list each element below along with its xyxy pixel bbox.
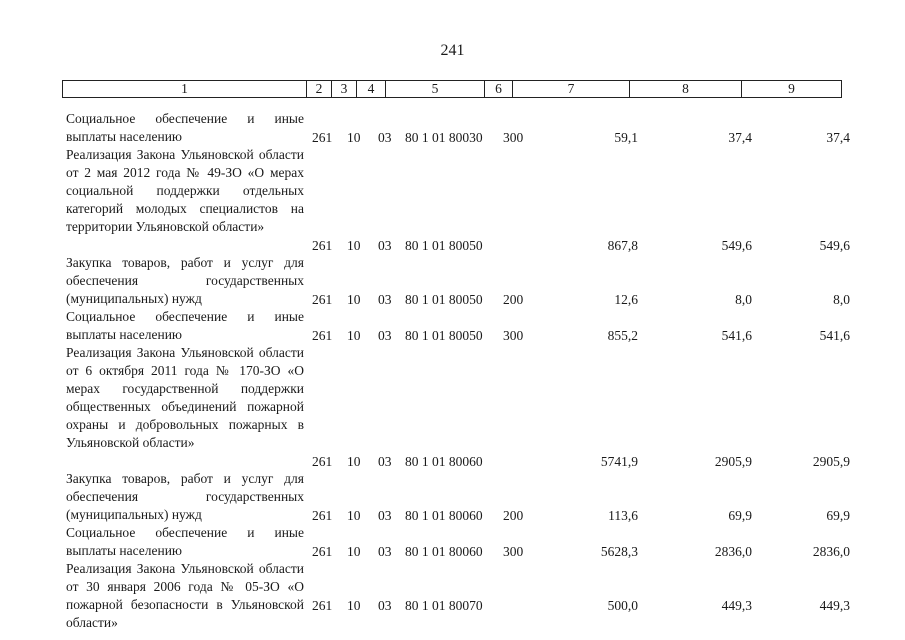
target-article-code: 80 1 01 80070 bbox=[405, 598, 483, 613]
section-code: 10 bbox=[347, 130, 361, 145]
table-row bbox=[0, 308, 905, 344]
section-code: 10 bbox=[347, 508, 361, 523]
target-article-code: 80 1 01 80060 bbox=[405, 454, 483, 469]
amount-col-9: 8,0 bbox=[833, 292, 850, 307]
column-header-4: 4 bbox=[357, 81, 386, 98]
table-row bbox=[0, 110, 905, 146]
amount-col-8: 2905,9 bbox=[714, 454, 752, 469]
row-description: Социальное обеспечение и иные выплаты населению bbox=[66, 525, 304, 558]
amount-col-8: 8,0 bbox=[735, 292, 752, 307]
column-header-8: 8 bbox=[630, 81, 742, 98]
table-row bbox=[0, 524, 905, 560]
amount-col-9: 2905,9 bbox=[812, 454, 850, 469]
expense-type-code: 300 bbox=[503, 328, 524, 343]
target-article-code: 80 1 01 80060 bbox=[405, 544, 483, 559]
table-row bbox=[0, 254, 905, 308]
amount-col-8: 2836,0 bbox=[714, 544, 752, 559]
subsection-code: 03 bbox=[378, 508, 392, 523]
expense-type-code: 200 bbox=[503, 508, 524, 523]
row-description: Реализация Закона Ульяновской области от 30 января 2006 года № 05-ЗО «О пожарной безопасности в Ульяновской области» bbox=[66, 561, 304, 630]
amount-col-9: 37,4 bbox=[826, 130, 850, 145]
column-header-1: 1 bbox=[63, 81, 307, 98]
amount-col-9: 549,6 bbox=[819, 238, 850, 253]
amount-col-7: 500,0 bbox=[607, 598, 638, 613]
row-description: Закупка товаров, работ и услуг для обеспечения государственных (муниципальных) нужд bbox=[66, 471, 304, 522]
subsection-code: 03 bbox=[378, 292, 392, 307]
row-description: Закупка товаров, работ и услуг для обеспечения государственных (муниципальных) нужд bbox=[66, 255, 304, 306]
subsection-code: 03 bbox=[378, 328, 392, 343]
page-number: 241 bbox=[440, 42, 465, 59]
amount-col-7: 855,2 bbox=[607, 328, 638, 343]
column-header-row bbox=[63, 81, 842, 98]
target-article-code: 80 1 01 80050 bbox=[405, 328, 483, 343]
amount-col-9: 69,9 bbox=[826, 508, 850, 523]
row-description: Социальное обеспечение и иные выплаты населению bbox=[66, 111, 304, 144]
expense-type-code: 300 bbox=[503, 130, 524, 145]
amount-col-7: 12,6 bbox=[614, 292, 638, 307]
table-row bbox=[0, 560, 905, 630]
target-article-code: 80 1 01 80050 bbox=[405, 238, 483, 253]
subsection-code: 03 bbox=[378, 544, 392, 559]
amount-col-7: 867,8 bbox=[607, 238, 638, 253]
column-header-5: 5 bbox=[386, 81, 485, 98]
subsection-code: 03 bbox=[378, 238, 392, 253]
amount-col-7: 5741,9 bbox=[600, 454, 638, 469]
amount-col-7: 59,1 bbox=[614, 130, 638, 145]
section-code: 10 bbox=[347, 328, 361, 343]
section-code: 10 bbox=[347, 454, 361, 469]
ministry-code: 261 bbox=[312, 238, 333, 253]
amount-col-7: 5628,3 bbox=[600, 544, 638, 559]
amount-col-8: 449,3 bbox=[721, 598, 752, 613]
amount-col-9: 449,3 bbox=[819, 598, 850, 613]
row-description: Реализация Закона Ульяновской области от 2 мая 2012 года № 49-ЗО «О мерах социальной поддержки отдельных категорий молодых специалистов на территории Ульяновской области» bbox=[66, 147, 304, 234]
section-code: 10 bbox=[347, 292, 361, 307]
amount-col-9: 541,6 bbox=[819, 328, 850, 343]
amount-col-7: 113,6 bbox=[608, 508, 638, 523]
amount-col-8: 69,9 bbox=[728, 508, 752, 523]
row-description: Реализация Закона Ульяновской области от 6 октября 2011 года № 170-ЗО «О мерах государственной поддержки общественных объединений пожарной охраны и добровольных пожарных в Ульяновской области» bbox=[66, 345, 304, 450]
ministry-code: 261 bbox=[312, 544, 333, 559]
column-header-9: 9 bbox=[742, 81, 842, 98]
section-code: 10 bbox=[347, 238, 361, 253]
column-header-table bbox=[62, 80, 842, 98]
subsection-code: 03 bbox=[378, 130, 392, 145]
expense-type-code: 200 bbox=[503, 292, 524, 307]
ministry-code: 261 bbox=[312, 454, 333, 469]
section-code: 10 bbox=[347, 598, 361, 613]
target-article-code: 80 1 01 80030 bbox=[405, 130, 483, 145]
table-row bbox=[0, 146, 905, 254]
section-code: 10 bbox=[347, 544, 361, 559]
expense-type-code: 300 bbox=[503, 544, 524, 559]
subsection-code: 03 bbox=[378, 454, 392, 469]
ministry-code: 261 bbox=[312, 508, 333, 523]
amount-col-9: 2836,0 bbox=[812, 544, 850, 559]
column-header-7: 7 bbox=[513, 81, 630, 98]
column-header-6: 6 bbox=[485, 81, 513, 98]
ministry-code: 261 bbox=[312, 328, 333, 343]
subsection-code: 03 bbox=[378, 598, 392, 613]
row-description: Социальное обеспечение и иные выплаты населению bbox=[66, 309, 304, 342]
ministry-code: 261 bbox=[312, 130, 333, 145]
ministry-code: 261 bbox=[312, 292, 333, 307]
amount-col-8: 549,6 bbox=[721, 238, 752, 253]
target-article-code: 80 1 01 80060 bbox=[405, 508, 483, 523]
table-row bbox=[0, 470, 905, 524]
column-header-2: 2 bbox=[307, 81, 332, 98]
amount-col-8: 37,4 bbox=[728, 130, 752, 145]
ministry-code: 261 bbox=[312, 598, 333, 613]
target-article-code: 80 1 01 80050 bbox=[405, 292, 483, 307]
table-row bbox=[0, 344, 905, 470]
amount-col-8: 541,6 bbox=[721, 328, 752, 343]
column-header-3: 3 bbox=[332, 81, 357, 98]
